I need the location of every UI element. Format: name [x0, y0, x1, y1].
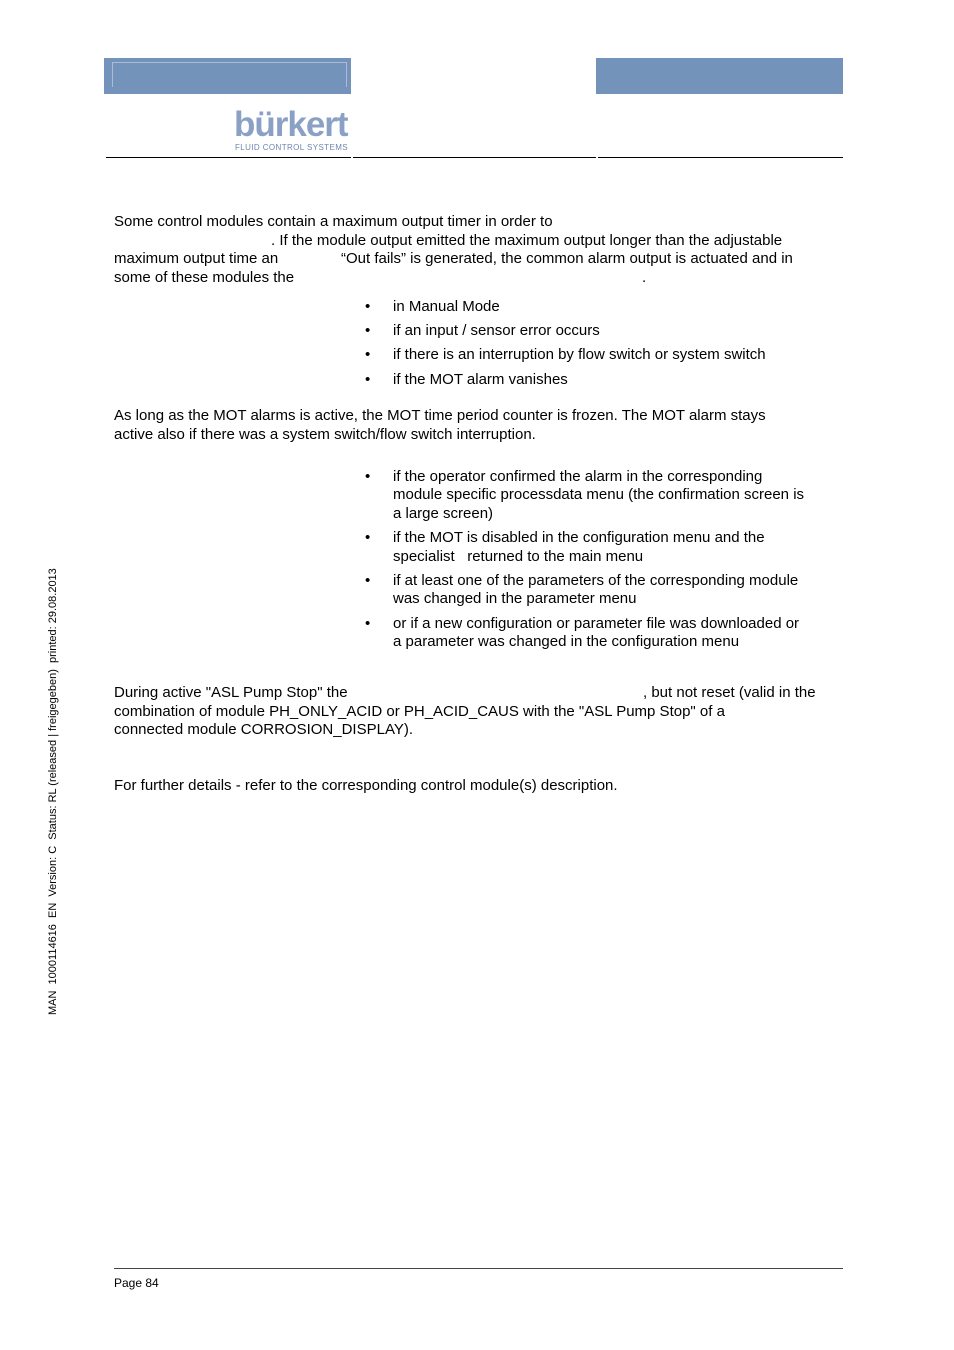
burkert-logo	[234, 105, 354, 155]
header-bar-left	[104, 58, 351, 94]
p2-line-2: active also if there was a system switch/flow switch interruption.	[114, 426, 536, 443]
p3-line-2: combination of module PH_ONLY_ACID or PH_ACID_CAUS with the "ASL Pump Stop" of a	[114, 703, 725, 720]
logo-wordmark: bürkert	[234, 105, 348, 144]
logo-tagline: FLUID CONTROL SYSTEMS	[235, 143, 349, 152]
p3-line-3: connected module CORROSION_DISPLAY).	[114, 721, 414, 738]
page-number: Page 84	[114, 1276, 159, 1290]
p1-line-2: . If the module output emitted the maximum output longer than the adjustable	[271, 232, 783, 249]
header-rule-right	[598, 157, 843, 158]
p1-line-3a: maximum output time an	[114, 250, 279, 267]
header-rule-left	[106, 157, 351, 158]
header-rule-middle	[353, 157, 596, 158]
p4: For further details - refer to the corresponding control module(s) description.	[114, 777, 618, 794]
header-bar-right	[596, 58, 843, 94]
p2-line-1: As long as the MOT alarms is active, the MOT time period counter is frozen. The MOT alarm stays	[114, 407, 766, 424]
document-status-sidebar: MAN 1000114616 EN Version: C Status: RL (released | freigegeben) printed: 29.08.2013	[47, 568, 59, 1015]
p3-line-1a: During active "ASL Pump Stop" the	[114, 684, 348, 701]
p1-line-4a: some of these modules the	[114, 269, 295, 286]
p1-line-4b: .	[642, 269, 647, 286]
p1-line-1: Some control modules contain a maximum output timer in order to	[114, 213, 553, 230]
p1-line-3b: “Out fails” is generated, the common alarm output is actuated and in	[341, 250, 793, 267]
p3-line-1b: , but not reset (valid in the	[643, 684, 816, 701]
footer-rule	[114, 1268, 843, 1269]
